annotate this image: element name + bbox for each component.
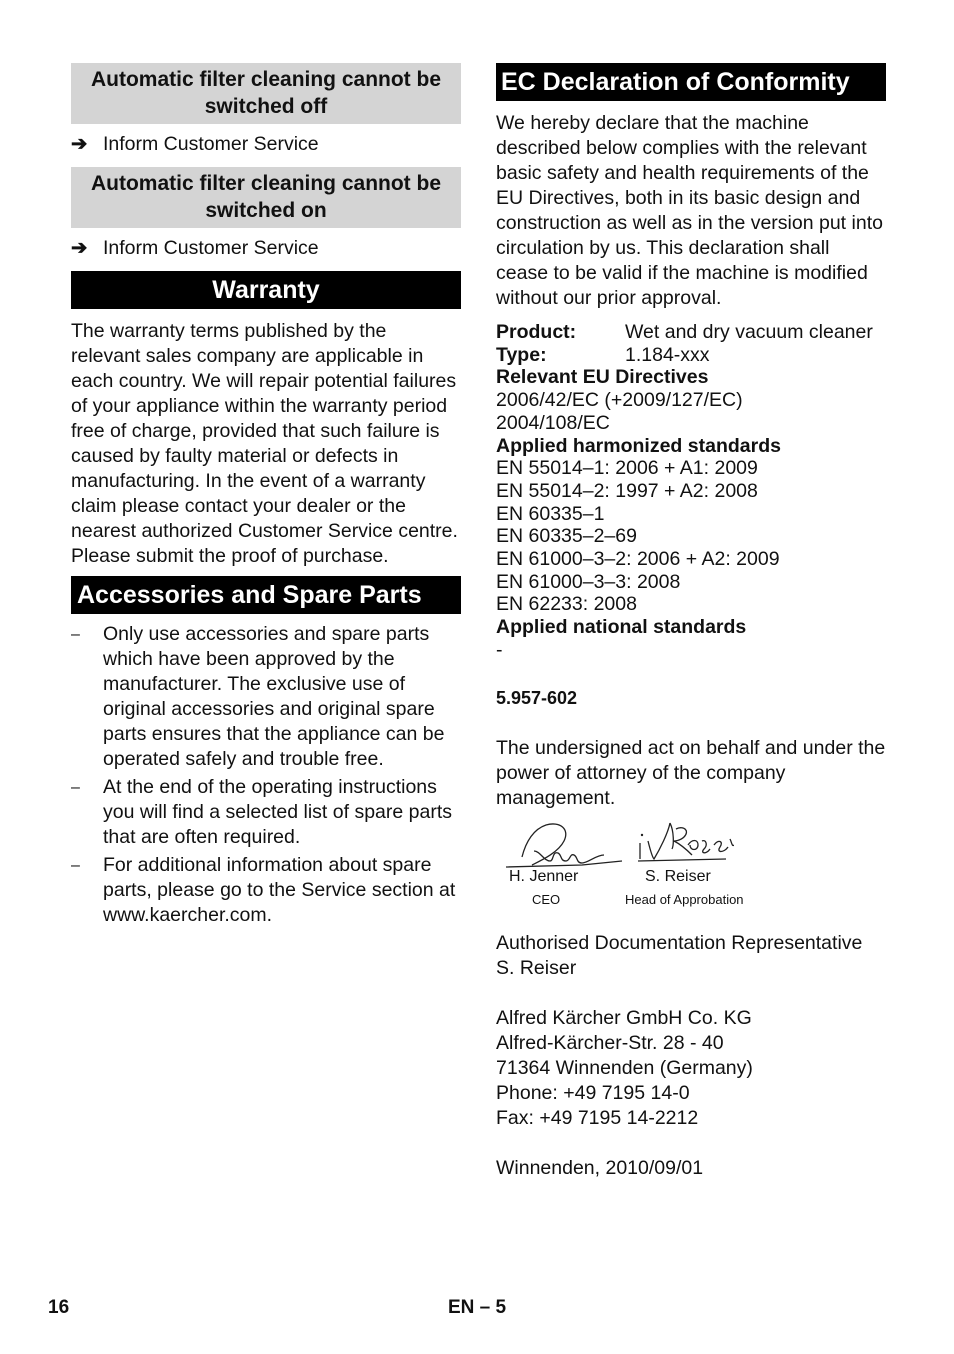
- standard-item: EN 55014–2: 1997 + A2: 2008: [496, 479, 758, 502]
- list-item: – Only use accessories and spare parts which have been approved by the manufacturer. The exclusive use of original accessories and original spare parts ensures that the appliance can be operated safely and trouble free.: [71, 623, 445, 770]
- action-text: Inform Customer Service: [103, 133, 319, 155]
- list-item: – For additional information about spare parts, please go to the Service section at www.kaercher.com.: [71, 854, 456, 926]
- representative-name: S. Reiser: [496, 956, 577, 979]
- directive-item: 2004/108/EC: [496, 411, 610, 434]
- product-row: [496, 321, 886, 344]
- type-value: 1.184-xxx: [625, 343, 710, 366]
- page-number: 16: [48, 1297, 70, 1318]
- action-line-1: [71, 132, 461, 157]
- warranty-text: The warranty terms published by the relevant sales company are applicable in each country. We will repair potential failures of your appliance within the warranty period free of charge, provided that such failure is caused by faulty material or defects in manufacturing. In the event of a warranty claim please contact your dealer or the nearest authorized Customer Service centre. Please submit the proof of purchase.: [71, 320, 458, 567]
- company-street: Alfred-Kärcher-Str. 28 - 40: [496, 1031, 724, 1054]
- heading-ec-declaration: EC Declaration of Conformity: [496, 63, 886, 101]
- company-phone: Phone: +49 7195 14-0: [496, 1081, 690, 1104]
- action-text: Inform Customer Service: [103, 237, 319, 259]
- left-column: [71, 63, 461, 931]
- standard-item: EN 60335–2–69: [496, 525, 637, 548]
- company-name: Alfred Kärcher GmbH Co. KG: [496, 1006, 752, 1029]
- product-label: Product:: [496, 321, 577, 343]
- accessories-list: [71, 622, 461, 928]
- right-column: [496, 63, 886, 1181]
- standard-item: EN 61000–3–3: 2008: [496, 570, 681, 593]
- declaration-details: [496, 321, 886, 662]
- company-fax: Fax: +49 7195 14-2212: [496, 1106, 699, 1129]
- signatory-2-role: Head of Approbation: [625, 891, 744, 907]
- national-label: Applied national standards: [496, 616, 747, 639]
- place-date: Winnenden, 2010/09/01: [496, 1156, 704, 1179]
- declaration-intro: We hereby declare that the machine described below complies with the relevant basic safety and health requirements of the EU Directives, both in its basic design and construction as well as in the version put into circulation by us. This declaration shall cease to be valid if the machine is modified without our prior approval.: [496, 112, 883, 309]
- undersigned-text: The undersigned act on behalf and under the power of attorney of the company management.: [496, 736, 886, 809]
- directive-item: 2006/42/EC (+2009/127/EC): [496, 389, 743, 412]
- type-label: Type:: [496, 343, 547, 366]
- harmonized-label: Applied harmonized standards: [496, 434, 781, 457]
- signatory-2-name: S. Reiser: [645, 867, 711, 885]
- list-item: – At the end of the operating instructions you will find a selected list of spare parts that are often required.: [71, 776, 453, 848]
- national-value: -: [496, 638, 503, 661]
- directives-label: Relevant EU Directives: [496, 366, 709, 389]
- signatory-1-name: H. Jenner: [509, 867, 579, 885]
- standard-item: EN 61000–3–2: 2006 + A2: 2009: [496, 548, 780, 571]
- arrow-right-icon: ➔: [71, 237, 88, 259]
- heading-accessories: Accessories and Spare Parts: [71, 576, 461, 614]
- signature-block: [496, 819, 886, 919]
- heading-filter-off: Automatic filter cleaning cannot be switched off: [71, 63, 461, 124]
- standard-item: EN 55014–1: 2006 + A1: 2009: [496, 457, 758, 480]
- section-label: EN – 5: [448, 1297, 507, 1318]
- heading-warranty: Warranty: [71, 271, 461, 309]
- arrow-right-icon: ➔: [71, 133, 88, 155]
- signatory-1-role: CEO: [532, 891, 561, 907]
- standard-item: EN 62233: 2008: [496, 593, 637, 616]
- representative-label: Authorised Documentation Representative: [496, 931, 863, 954]
- standard-item: EN 60335–1: [496, 502, 605, 525]
- type-row: [496, 344, 886, 367]
- action-line-2: [71, 236, 461, 261]
- heading-filter-on: Automatic filter cleaning cannot be switched on: [71, 167, 461, 228]
- document-number: 5.957-602: [496, 687, 578, 708]
- company-city: 71364 Winnenden (Germany): [496, 1056, 753, 1079]
- signature-reiser-icon: [634, 819, 734, 869]
- product-value: Wet and dry vacuum cleaner: [625, 321, 873, 343]
